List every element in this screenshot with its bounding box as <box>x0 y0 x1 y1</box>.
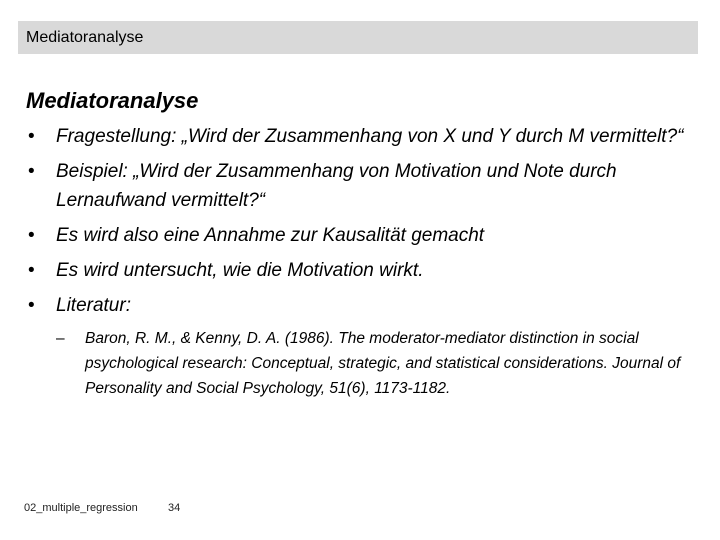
header-bar <box>18 21 698 54</box>
bullet-text: Literatur: <box>56 295 131 316</box>
bullet-marker: • <box>28 225 35 246</box>
bullet-text: Es wird untersucht, wie die Motivation wirkt. <box>56 260 424 281</box>
bullet-item <box>26 291 706 401</box>
bullet-marker: • <box>28 126 35 147</box>
footer-page-number: 34 <box>168 502 181 514</box>
bullet-item <box>26 122 706 151</box>
footer-filename: 02_multiple_regression <box>24 502 138 514</box>
bullet-text: Beispiel: „Wird der Zusammenhang von Motivation und Note durch Lernaufwand vermittelt?“ <box>56 161 617 211</box>
bullet-marker: • <box>28 260 35 281</box>
bullet-marker: • <box>28 295 35 316</box>
bullet-text: Es wird also eine Annahme zur Kausalität gemacht <box>56 225 485 246</box>
bullet-item <box>26 221 706 250</box>
bullet-text: Fragestellung: „Wird der Zusammenhang von X und Y durch M vermittelt?“ <box>56 126 684 147</box>
bullet-list <box>26 122 706 407</box>
sub-bullet-item <box>56 326 685 401</box>
header-title: Mediatoranalyse <box>26 29 144 46</box>
bullet-marker: • <box>28 161 35 182</box>
sub-bullet-list <box>56 326 706 401</box>
slide-title: Mediatoranalyse <box>26 88 199 113</box>
bullet-item <box>26 256 706 285</box>
sub-bullet-marker: – <box>56 330 65 347</box>
citation-text: Baron, R. M., & Kenny, D. A. (1986). The moderator-mediator distinction in social psychological research: Conceptual, strategic, and statistical considerations. Journal of Personality and Social Psychology, 51(6), 1173-1182. <box>85 330 681 397</box>
bullet-item <box>26 157 706 215</box>
